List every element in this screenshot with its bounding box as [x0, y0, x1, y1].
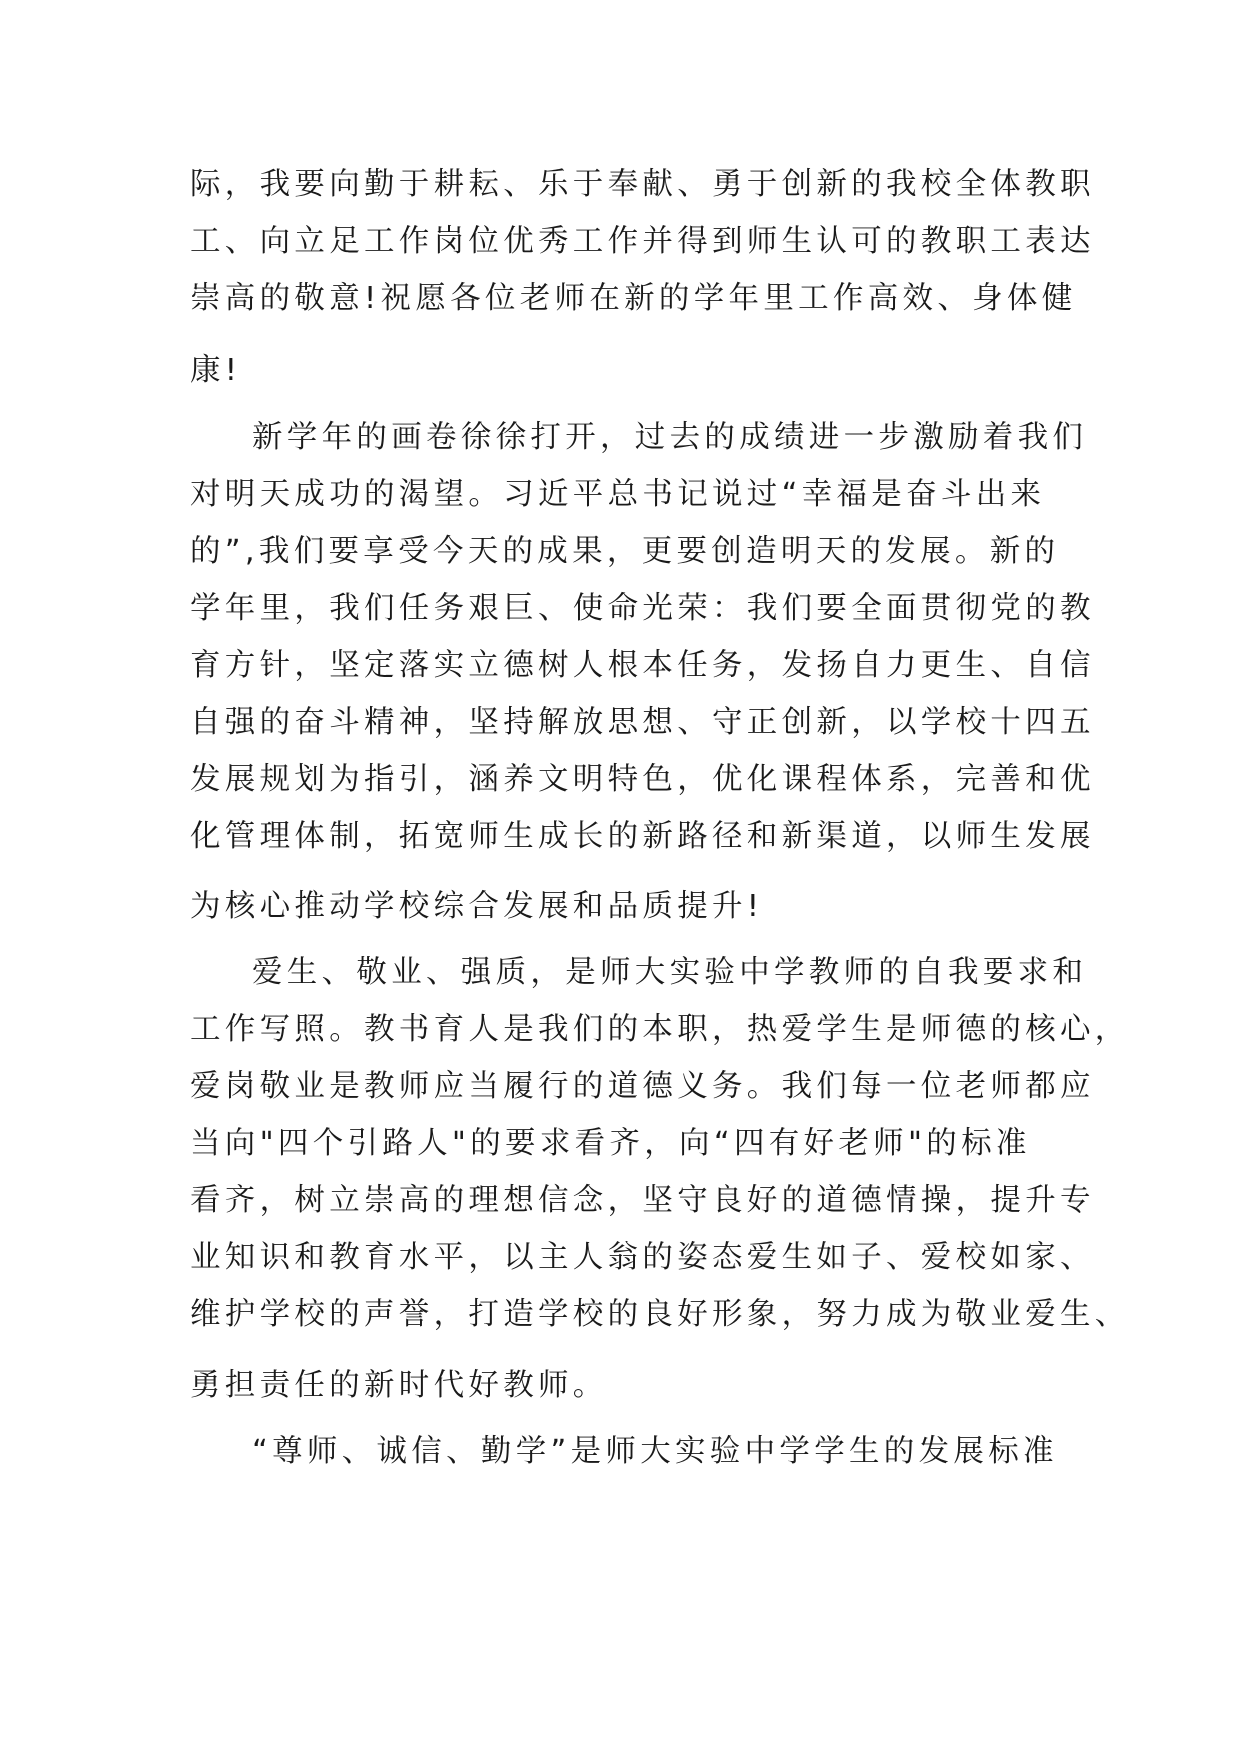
- text-line: 的”,我们要享受今天的成果，更要创造明天的发展。新的: [190, 534, 1060, 569]
- text-line: 发展规划为指引，涵养文明特色，优化课程体系，完善和优: [190, 762, 1095, 797]
- text-line: 际，我要向勤于耕耘、乐于奉献、勇于创新的我校全体教职: [190, 167, 1095, 202]
- text-line: 勇担责任的新时代好教师。: [190, 1368, 608, 1403]
- text-line: 为核心推动学校综合发展和品质提升!: [190, 889, 764, 924]
- text-line: 维护学校的声誉，打造学校的良好形象，努力成为敬业爱生、: [190, 1297, 1130, 1332]
- text-line: 育方针，坚定落实立德树人根本任务，发扬自力更生、自信: [190, 648, 1095, 683]
- text-line: 自强的奋斗精神，坚持解放思想、守正创新，以学校十四五: [190, 705, 1095, 740]
- text-line: 对明天成功的渴望。习近平总书记说过“幸福是奋斗出来: [190, 477, 1046, 512]
- paragraph-first-line: “尊师、诚信、勤学”是师大实验中学学生的发展标准: [252, 1434, 1058, 1469]
- paragraph-first-line: 爱生、敬业、强质，是师大实验中学教师的自我要求和: [252, 955, 1088, 990]
- text-line: 看齐，树立崇高的理想信念，坚守良好的道德情操，提升专: [190, 1183, 1095, 1218]
- text-line: 崇高的敬意!祝愿各位老师在新的学年里工作高效、身体健: [190, 281, 1077, 316]
- text-line: 爱岗敬业是教师应当履行的道德义务。我们每一位老师都应: [190, 1069, 1095, 1104]
- text-line: 化管理体制，拓宽师生成长的新路径和新渠道，以师生发展: [190, 819, 1095, 854]
- text-line: 工作写照。教书育人是我们的本职，热爱学生是师德的核心，: [190, 1012, 1130, 1047]
- text-line: 当向"四个引路人"的要求看齐，向“四有好老师"的标准: [190, 1126, 1031, 1161]
- text-line: 康!: [190, 353, 242, 388]
- paragraph-first-line: 新学年的画卷徐徐打开，过去的成绩进一步激励着我们: [252, 420, 1088, 455]
- text-line: 学年里，我们任务艰巨、使命光荣：我们要全面贯彻党的教: [190, 591, 1095, 626]
- text-line: 工、向立足工作岗位优秀工作并得到师生认可的教职工表达: [190, 224, 1095, 259]
- text-line: 业知识和教育水平，以主人翁的姿态爱生如子、爱校如家、: [190, 1240, 1095, 1275]
